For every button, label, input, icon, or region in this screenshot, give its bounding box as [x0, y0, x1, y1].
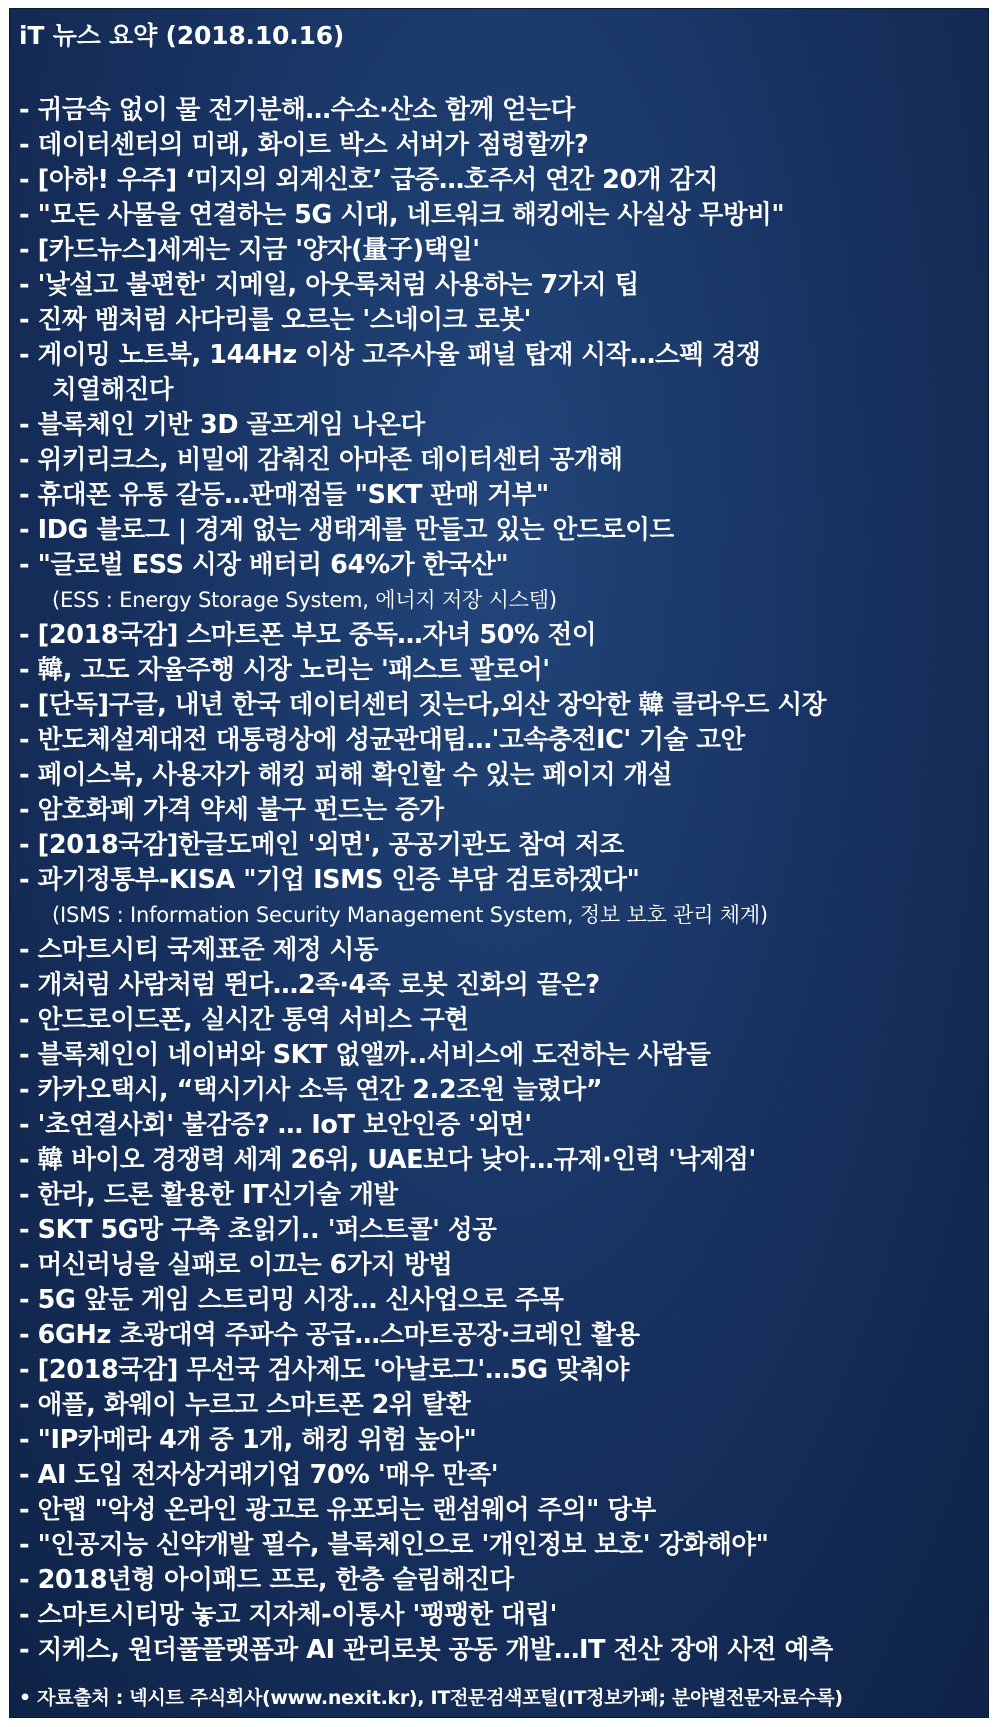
news-item: 치열해진다 [52, 375, 174, 405]
news-note: (ISMS : Information Security Management System, 정보 보호 관리 체계) [52, 903, 768, 927]
news-item: - [단독]구글, 내년 한국 데이터센터 짓는다,외산 장악한 韓 클라우드 시장 [19, 690, 826, 720]
news-item: - [2018국감] 스마트폰 부모 중독…자녀 50% 전이 [19, 620, 597, 650]
news-item: - 반도체설계대전 대통령상에 성균관대팀…'고속충전IC' 기술 고안 [19, 725, 745, 755]
news-item: - 6GHz 초광대역 주파수 공급…스마트공장·크레인 활용 [19, 1320, 640, 1350]
news-item: - 머신러닝을 실패로 이끄는 6가지 방법 [19, 1250, 453, 1280]
news-item: - 데이터센터의 미래, 화이트 박스 서버가 점령할까? [19, 130, 589, 160]
news-item: - 한라, 드론 활용한 IT신기술 개발 [19, 1180, 398, 1210]
news-list [19, 93, 985, 1668]
news-item: - 韓 바이오 경쟁력 세계 26위, UAE보다 낮아…규제·인력 '낙제점' [19, 1145, 756, 1175]
news-item: - AI 도입 전자상거래기업 70% '매우 만족' [19, 1460, 499, 1490]
news-item: - 지케스, 원더풀플랫폼과 AI 관리로봇 공동 개발…IT 전산 장애 사전 예측 [19, 1635, 833, 1665]
news-item: - [2018국감]한글도메인 '외면', 공공기관도 참여 저조 [19, 830, 624, 860]
news-item: - IDG 블로그 | 경계 없는 생태계를 만들고 있는 안드로이드 [19, 515, 674, 545]
news-item: - 과기정통부-KISA "기업 ISMS 인증 부담 검토하겠다" [19, 865, 640, 895]
news-item: - 애플, 화웨이 누르고 스마트폰 2위 탈환 [19, 1390, 471, 1420]
news-summary-panel [9, 8, 989, 1718]
news-item: - "모든 사물을 연결하는 5G 시대, 네트워크 해킹에는 사실상 무방비" [19, 200, 785, 230]
news-item: - 휴대폰 유통 갈등…판매점들 "SKT 판매 거부" [19, 480, 549, 510]
news-note: (ESS : Energy Storage System, 에너지 저장 시스템) [52, 588, 557, 612]
news-item: - "글로벌 ESS 시장 배터리 64%가 한국산" [19, 550, 509, 580]
news-item: - 안랩 "악성 온라인 광고로 유포되는 랜섬웨어 주의" 당부 [19, 1495, 656, 1525]
news-item: - 카카오택시, “택시기사 소득 연간 2.2조원 늘렸다” [19, 1075, 603, 1105]
news-item: - 안드로이드폰, 실시간 통역 서비스 구현 [19, 1005, 469, 1035]
news-item: - [카드뉴스]세계는 지금 '양자(量子)택일' [19, 235, 480, 265]
news-item: - 페이스북, 사용자가 해킹 피해 확인할 수 있는 페이지 개설 [19, 760, 673, 790]
news-item: - 블록체인 기반 3D 골프게임 나온다 [19, 410, 425, 440]
news-item: - 5G 앞둔 게임 스트리밍 시장… 신사업으로 주목 [19, 1285, 564, 1315]
source-credit: • 자료출처 : 넥시트 주식회사(www.nexit.kr), IT전문검색포털(IT정보카페; 분야별전문자료수록) [19, 1687, 843, 1709]
news-item: - 개처럼 사람처럼 뛴다…2족·4족 로봇 진화의 끝은? [19, 970, 600, 1000]
news-item: - 스마트시티망 놓고 지자체-이통사 '팽팽한 대립' [19, 1600, 557, 1630]
news-item: - '낯설고 불편한' 지메일, 아웃룩처럼 사용하는 7가지 팁 [19, 270, 639, 300]
news-item: - '초연결사회' 불감증? … IoT 보안인증 '외면' [19, 1110, 532, 1140]
news-item: - 韓, 고도 자율주행 시장 노리는 '패스트 팔로어' [19, 655, 550, 685]
page-title: iT 뉴스 요약 (2018.10.16) [19, 21, 345, 50]
news-item: - 암호화폐 가격 약세 불구 펀드는 증가 [19, 795, 444, 825]
news-item: - "인공지능 신약개발 필수, 블록체인으로 '개인정보 보호' 강화해야" [19, 1530, 769, 1560]
news-item: - 블록체인이 네이버와 SKT 없앨까..서비스에 도전하는 사람들 [19, 1040, 711, 1070]
news-item: - [2018국감] 무선국 검사제도 '아날로그'…5G 맞춰야 [19, 1355, 629, 1385]
news-item: - SKT 5G망 구축 초읽기.. '퍼스트콜' 성공 [19, 1215, 497, 1245]
news-item: - 진짜 뱀처럼 사다리를 오르는 '스네이크 로봇' [19, 305, 532, 335]
news-item: - "IP카메라 4개 중 1개, 해킹 위험 높아" [19, 1425, 477, 1455]
news-item: - [아하! 우주] ‘미지의 외계신호’ 급증…호주서 연간 20개 감지 [19, 165, 718, 195]
news-item: - 스마트시티 국제표준 제정 시동 [19, 935, 379, 965]
news-item: - 2018년형 아이패드 프로, 한층 슬림해진다 [19, 1565, 514, 1595]
news-item: - 귀금속 없이 물 전기분해…수소·산소 함께 얻는다 [19, 95, 575, 125]
news-item: - 위키리크스, 비밀에 감춰진 아마존 데이터센터 공개해 [19, 445, 623, 475]
news-item: - 게이밍 노트북, 144Hz 이상 고주사율 패널 탑재 시작…스펙 경쟁 [19, 340, 761, 370]
